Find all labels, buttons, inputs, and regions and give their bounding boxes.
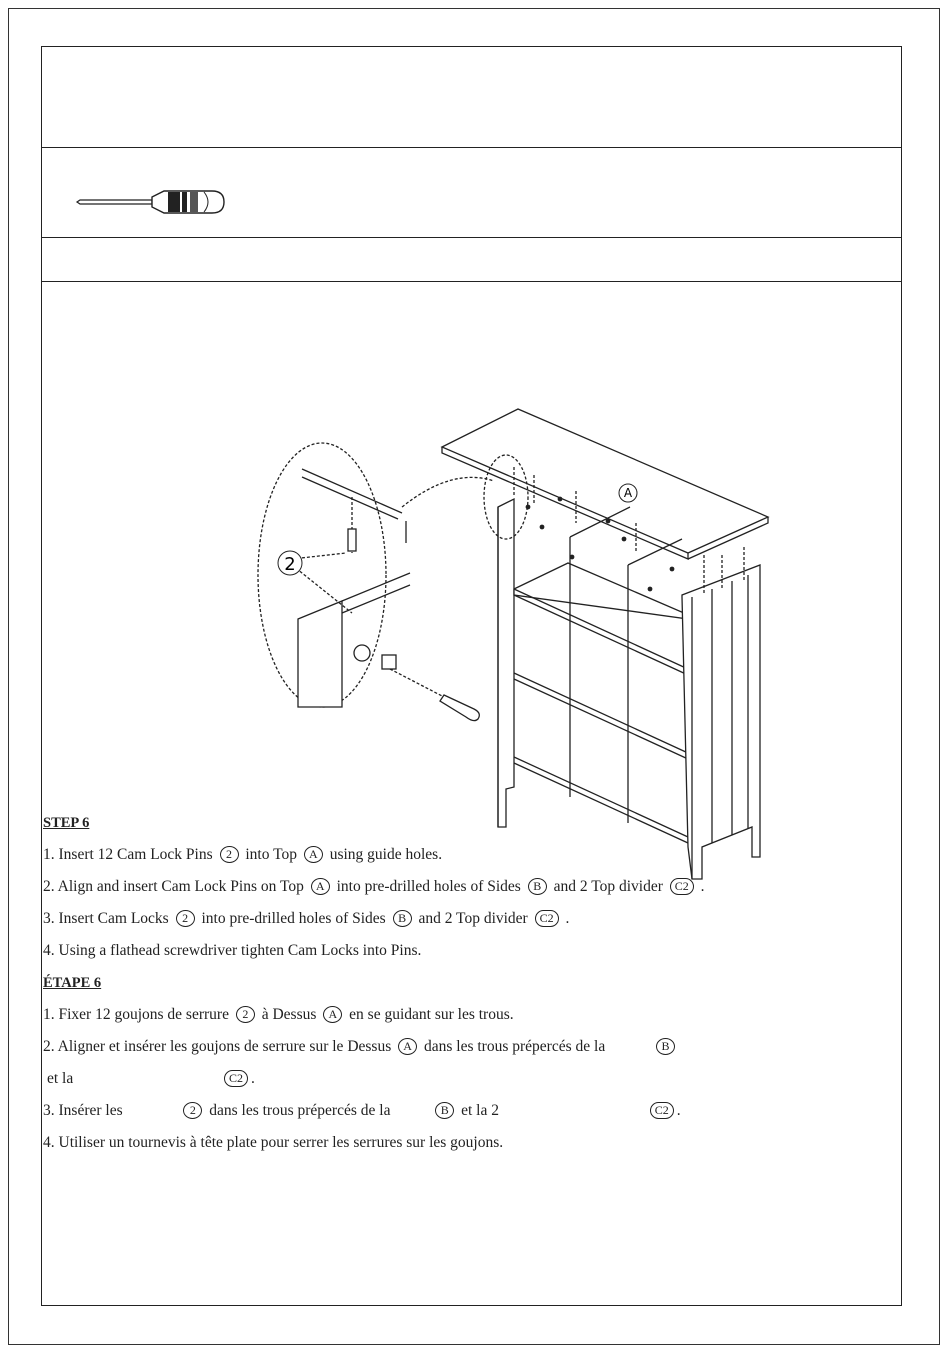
part-badge: 2 (183, 1102, 202, 1119)
part-badge: A (323, 1006, 342, 1023)
text: 2. Aligner et insérer les goujons de serrure sur le Dessus (43, 1038, 392, 1055)
part-badge: A (304, 846, 323, 863)
screwdriver-icon (72, 175, 242, 225)
text: into pre-drilled holes of Sides (336, 878, 521, 895)
top-label: A (623, 486, 633, 500)
divider-line (42, 147, 901, 148)
text: et la (47, 1070, 74, 1087)
text: 2. Align and insert Cam Lock Pins on Top (43, 878, 304, 895)
step-en-line-4: 4. Using a flathead screwdriver tighten Cam Locks into Pins. (43, 942, 422, 959)
step-en-line-3 (43, 903, 843, 935)
divider-line (42, 237, 901, 238)
part-badge: A (398, 1038, 417, 1055)
step-en-line-2 (43, 871, 843, 903)
text: into pre-drilled holes of Sides (201, 910, 386, 927)
part-badge: B (528, 878, 547, 895)
text: dans les trous prépercés de la (424, 1038, 606, 1055)
text: and 2 Top divider (418, 910, 528, 927)
text: . (700, 878, 705, 895)
text: . (251, 1070, 255, 1087)
part-badge: 2 (176, 910, 195, 927)
text: 3. Insert Cam Locks (43, 910, 169, 927)
text: using guide holes. (329, 846, 443, 863)
text: 1. Fixer 12 goujons de serrure (43, 1006, 229, 1023)
part-badge: B (656, 1038, 675, 1055)
step-fr-line-2b (43, 1063, 843, 1095)
text: into Top (245, 846, 297, 863)
step-fr-line-3 (43, 1095, 843, 1127)
step-heading-en: STEP 6 (43, 815, 90, 831)
text: and 2 Top divider (553, 878, 663, 895)
part-badge: B (435, 1102, 454, 1119)
text: . (676, 1102, 681, 1119)
part-badge: A (311, 878, 330, 895)
part-badge: C2 (535, 910, 559, 927)
step-heading-fr: ÉTAPE 6 (43, 975, 102, 991)
step-fr-line-4: 4. Utiliser un tournevis à tête plate pour serrer les serrures sur les goujons. (43, 1134, 504, 1151)
divider-line (42, 281, 901, 282)
pin-callout-label: 2 (284, 554, 296, 575)
text: . (565, 910, 570, 927)
tools-needed (72, 175, 242, 225)
part-badge: C2 (650, 1102, 674, 1119)
text: 1. Insert 12 Cam Lock Pins (43, 846, 213, 863)
step-en-line-1 (43, 839, 843, 871)
text: à Dessus (261, 1006, 317, 1023)
text: et la 2 (461, 1102, 499, 1119)
step-fr-line-2 (43, 1031, 843, 1063)
part-badge: B (393, 910, 412, 927)
text: en se guidant sur les trous. (349, 1006, 514, 1023)
step-fr-line-1 (43, 999, 843, 1031)
instructions (43, 807, 843, 1159)
text: 3. Insérer les (43, 1102, 123, 1119)
text: dans les trous prépercés de la (209, 1102, 391, 1119)
part-badge: 2 (220, 846, 239, 863)
part-badge: C2 (670, 878, 694, 895)
part-badge: 2 (236, 1006, 255, 1023)
part-badge: C2 (224, 1070, 248, 1087)
